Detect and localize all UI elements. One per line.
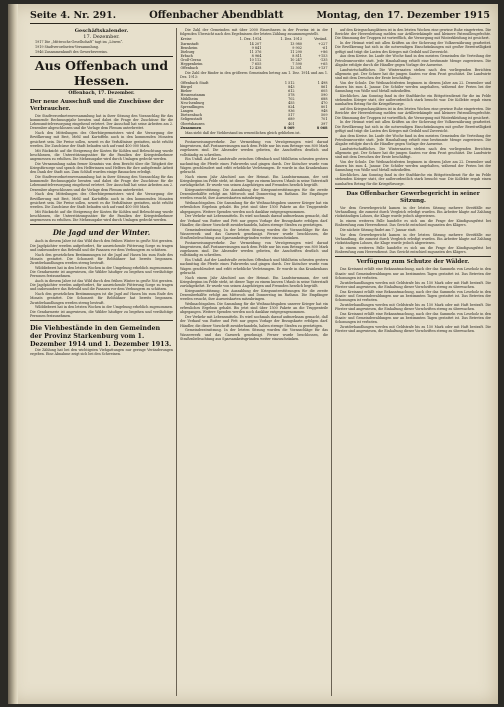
table-cell: 12 438	[249, 66, 262, 71]
article-paragraph: Das Kreisamt erläßt eine Bekanntmachung, nach der das Sammeln von Leseholz in den Staats- und Gemeindewaldungen nur an bestimmten Tagen gestattet ist. Das Betreten der Schonungen ist verboten.	[335, 267, 491, 280]
table-cell: Mühlheim	[180, 96, 198, 101]
table-cell: Langen	[180, 109, 194, 114]
table-cell: 936	[288, 109, 295, 114]
notice-line: 1946 Zusammenkunft des Gewerbevereins.	[35, 49, 108, 54]
notice-date: 17. Dezember.	[83, 34, 120, 40]
table-cell: Erbach	[180, 53, 193, 58]
table-header: 1. Dez. 1914	[239, 37, 262, 42]
column-rule	[176, 28, 177, 696]
article-paragraph: Nach den gesetzlichen Bestimmungen ist die Jagd auf Hasen bis zum Ende des Monats gestattet. Die Schonzeit für Rebhühner hat bereits begonnen. Zuwiderhandlungen werden streng bestraft.	[30, 252, 173, 266]
table-cell: 14 207	[249, 41, 262, 46]
table-cell: Sprendlingen	[180, 105, 204, 110]
article-title: Der neue Ausschuß und die Zuschüsse der Verbraucher.	[30, 98, 164, 112]
table-cell: 578	[288, 92, 295, 97]
table-cell: Dietzenbach	[180, 113, 202, 118]
article-paragraph: In einem weiteren Falle handelte es sich um die Frage der Kündigungsfrist bei Einberufung zum Heeresdienst. Das Gericht entschied zugunsten des Klägers.	[335, 219, 491, 228]
table-cell: 612	[288, 88, 295, 93]
article-paragraph: Landwirtschaftliches. Die Wintersaaten stehen nach den vorliegenden Berichten allgemein gut. Der Schnee hat die jungen Saaten vor dem Frost geschützt. Die Landwirte sind mit dem Dreschen der Ernte beschäftigt.	[335, 67, 491, 81]
article-paragraph: Der Verkehr mit Lebensmitteln. Es wird nochmals darauf aufmerksam gemacht, daß der Verkauf von Butter und Fett nur gegen Vorlage der Bezugskarte erfolgen darf. Händler, die dieser Vorschrift zuwiderhandeln, haben strenge Strafen zu gewärtigen.	[180, 214, 328, 227]
article-paragraph: Aus dem Kreise. Im Laufe der Woche fand in den meisten Gemeinden die Verteilung der Petroleumvorräte statt. Jede Haushaltung erhielt eine bestimmte Menge zugewiesen. Die Abgabe erfolgte durch die Händler gegen Vorlage der Ausweise.	[335, 54, 491, 67]
article-paragraph: Ein Unfall. Auf der Landstraße zwischen Offenbach und Mühlheim scheuten gestern nachmittag die Pferde eines Fuhrwerks und gingen durch. Der Kutscher wurde vom Wagen geschleudert und erlitt erhebliche Verletzungen. Er wurde in das Krankenhaus gebracht.	[180, 258, 328, 275]
article-body	[30, 348, 173, 356]
table-cell: 801	[321, 105, 328, 110]
article-body	[180, 140, 328, 341]
table-cell: 7 655	[251, 61, 262, 66]
article-paragraph: Die Stadtverordnetenversammlung hat in ihrer Sitzung den Voranschlag für das kommende Rechnungsjahr beraten und dabei die Frage der Zuschüsse für die Lebensmittelversorgung eingehend erörtert. Der Ausschuß hat seine Arbeiten am 2. Dezember abgeschlossen und die Vorlage dem Plenum unterbreitet.	[30, 113, 173, 131]
article-body	[180, 131, 328, 135]
table-cell: Heppenheim	[180, 61, 203, 66]
table-cell: 509	[321, 113, 328, 118]
article-title: Die Viehbestände in den Gemeinden der Provinz Starkenburg vom 1. Dezember 1914 und 1. Dezember 1913.	[30, 324, 172, 349]
table-cell: 13 980	[290, 41, 302, 46]
article-paragraph: Vor dem Gewerbegericht kamen in der letzten Sitzung mehrere Streitfälle zur Verhandlung, die zumeist durch Vergleich erledigt wurden. Ein Arbeiter klagte auf Zahlung rückständigen Lohnes, die Klage wurde jedoch abgewiesen.	[335, 232, 491, 246]
article-paragraph: Nach den Mitteilungen des Oberbürgermeisters wird die Versorgung der Bevölkerung mit Brot, Mehl und Kartoffeln auch in den kommenden Monaten gesichert sein. Die Preise sollen, soweit es die Verhältnisse gestatten, nicht erhöht werden. Die Zuschüsse der Stadt belaufen sich auf rund 400 000 Mark.	[30, 131, 173, 148]
article-paragraph: Mit Rücksicht auf die Steigerung der Kosten für Kohlen und Beleuchtung wurde beschlossen, die Unterstützungssätze für die Familien der Kriegsteilnehmer angemessen zu erhöhen. Die Mehrausgabe wird durch Umlagen gedeckt werden.	[30, 209, 173, 223]
table-cell: Darmstadt	[180, 41, 199, 46]
table-cell: 701	[321, 117, 328, 122]
table-cell: -61	[322, 45, 328, 50]
article-paragraph: Die Zahl der Rinder in den größeren Gemeinden betrug am 1. Dez. 1914 und am 1. Dez. 1913:	[180, 71, 328, 80]
header-masthead: Offenbacher Abendblatt	[149, 10, 284, 21]
left-column	[30, 28, 173, 696]
article-paragraph: Die Stadtverordnetenversammlung hat in ihrer Sitzung den Voranschlag für das kommende Rechnungsjahr beraten und dabei die Frage der Zuschüsse für die Lebensmittelversorgung eingehend erörtert. Der Ausschuß hat seine Arbeiten am 2. Dezember abgeschlossen und die Vorlage dem Plenum unterbreitet.	[30, 175, 173, 192]
notice-heading: Geschäftskalender.	[74, 28, 129, 34]
article-title: Die Jagd und der Winter.	[52, 228, 151, 238]
table-header: 1. Dez. 1913	[280, 37, 302, 42]
article-paragraph: Die Zahl der Gemeinden mit über 2000 Einwohnern in der Provinz ist in der folgenden Übersicht nach den Ergebnissen der letzten Zählung zusammengestellt.	[180, 28, 328, 37]
article-paragraph: Mit Rücksicht auf die Steigerung der Kosten für Kohlen und Beleuchtung wurde beschlossen, die Unterstützungssätze für die Familien der Kriegsteilnehmer angemessen zu erhöhen. Die Mehrausgabe wird durch Umlagen gedeckt werden.	[30, 148, 173, 162]
table-cell: +137	[318, 66, 328, 71]
article-paragraph: Zuwiderhandlungen werden mit Geldstrafe bis zu 150 Mark oder mit Haft bestraft. Die Förster sind angewiesen, die Einhaltung dieser Vorschriften streng zu überwachen.	[335, 325, 491, 334]
table-cell: Offenbach	[180, 66, 199, 71]
table-cell: 8 069	[283, 125, 295, 130]
table-cell: 688	[321, 96, 328, 101]
table-cell: 517	[288, 113, 295, 118]
article-paragraph: Postanweisungsverkehr. Zur Vermeidung von Verzögerungen wird darauf hingewiesen, daß Postanweisungen nach dem Felde nur bis zum Betrage von 800 Mark zugelassen sind. Die Absender werden gebeten, die Anschriften deutlich und vollständig zu schreiben.	[180, 240, 328, 258]
table-cell: 10 112	[249, 57, 262, 62]
table-cell: 455	[288, 101, 295, 106]
article-paragraph: Gemeinderatssitzung. In der letzten Sitzung wurden die Voranschläge für das Wasserwerk und das Gaswerk genehmigt. Ferner wurde beschlossen, die Straßenbeleuchtung aus Sparsamkeitsgründen weiter einzuschränken.	[180, 227, 328, 240]
article-paragraph: In einem weiteren Falle handelte es sich um die Frage der Kündigungsfrist bei Einberufung zum Heeresdienst. Das Gericht entschied zugunsten des Klägers.	[335, 246, 491, 255]
newspaper-page	[8, 4, 498, 704]
table-cell: 824	[288, 105, 295, 110]
table-cell: +65	[320, 61, 328, 66]
stats-table-districts	[180, 37, 328, 70]
table-cell: Groß-Gerau	[180, 57, 201, 62]
table-cell: Bürgel	[180, 84, 193, 89]
divider	[180, 137, 328, 138]
table-cell: 1 512	[284, 80, 295, 85]
article-paragraph: Zuwiderhandlungen werden mit Geldstrafe bis zu 150 Mark oder mit Haft bestraft. Die Förster sind angewiesen, die Einhaltung dieser Vorschriften streng zu überwachen.	[335, 280, 491, 289]
table-cell: 8 068	[316, 125, 328, 130]
table-header: Kreise	[180, 37, 192, 42]
article-paragraph: Das Kreisamt erläßt eine Bekanntmachung, nach der das Sammeln von Leseholz in den Staats- und Gemeindewaldungen nur an bestimmten Tagen gestattet ist. Das Betreten der Schonungen ist verboten.	[335, 311, 491, 325]
table-cell: 401	[288, 121, 295, 126]
article-paragraph: Landwirtschaftliches. Die Wintersaaten stehen nach den vorliegenden Berichten allgemein gut. Der Schnee hat die jungen Saaten vor dem Frost geschützt. Die Landwirte sind mit dem Dreschen der Ernte beschäftigt.	[335, 146, 491, 160]
table-cell: 8 964	[251, 53, 262, 58]
article-title: Das Offenbacher Gewerbegericht in seiner Sitzung.	[346, 190, 480, 204]
table-cell: Zusammen	[180, 125, 202, 130]
table-cell: +227	[318, 41, 328, 46]
article-paragraph: Von der Schule. Die Weihnachtsferien beginnen in diesem Jahre am 22. Dezember und dauern bis zum 4. Januar. Die Schüler werden angehalten, während der Ferien bei der Sammlung von Wolle und Metall mitzuhelfen.	[335, 80, 491, 94]
table-cell: 605	[321, 88, 328, 93]
table-note	[180, 71, 328, 79]
article-paragraph: In der Heimat wird mit allen Kräften an der Sicherung der Volksernährung gearbeitet. Die Bevölkerung hat sich in die notwendigen Einschränkungen mit großer Bereitwilligkeit gefügt und trägt die Lasten des Krieges mit Geduld und Zuversicht.	[335, 120, 491, 133]
table-cell: 397	[321, 121, 328, 126]
table-row-total	[180, 126, 328, 130]
article-paragraph: Gemeinderatssitzung. In der letzten Sitzung wurden die Voranschläge für das Wasserwerk und das Gaswerk genehmigt. Ferner wurde beschlossen, die Straßenbeleuchtung aus Sparsamkeitsgründen weiter einzuschränken.	[180, 328, 328, 341]
article-paragraph: Auch in diesem Jahre ist das Wild durch den frühen Winter in große Not geraten. Die Jagdpächter werden aufgefordert, für ausreichende Fütterung Sorge zu tragen und insbesondere das Rehwild und die Fasanen vor dem Verhungern zu schützen.	[30, 279, 173, 292]
article-paragraph: auf den Kriegsschauplätzen ist in den letzten Wochen eine gewisse Ruhe eingetreten. Die Berichte der Heeresleitung melden nur Artilleriekämpfe und kleinere Patrouillengefechte. Die Stimmung der Truppen ist vortrefflich, die Versorgung mit Winterkleidung ist gesichert.	[335, 107, 491, 120]
table-cell: 948	[321, 109, 328, 114]
section-heading: Aus Offenbach und Hessen.	[30, 56, 173, 90]
article-body	[335, 267, 491, 333]
article-title: Verfügung zum Schutze der Wälder.	[356, 259, 470, 266]
article-paragraph: Der Verkehr mit Lebensmitteln. Es wird nochmals darauf aufmerksam gemacht, daß der Verkauf von Butter und Fett nur gegen Vorlage der Bezugskarte erfolgen darf. Händler, die dieser Vorschrift zuwiderhandeln, haben strenge Strafen zu gewärtigen.	[180, 315, 328, 328]
stats-table-towns	[180, 81, 328, 130]
article-paragraph: Auch in diesem Jahre ist das Wild durch den frühen Winter in große Not geraten. Die Jagdpächter werden aufgefordert, für ausreichende Fütterung Sorge zu tragen und insbesondere das Rehwild und die Fasanen vor dem Verhungern zu schützen.	[30, 239, 173, 252]
article-paragraph: Aus dem Kreise. Im Laufe der Woche fand in den meisten Gemeinden die Verteilung der Petroleumvorräte statt. Jede Haushaltung erhielt eine bestimmte Menge zugewiesen. Die Abgabe erfolgte durch die Händler gegen Vorlage der Ausweise.	[335, 133, 491, 147]
notice-line: 1917 Die „Mittwochs-Gesellschaft“ tagt im „Löwen“.	[35, 40, 124, 44]
article-paragraph: Man sieht daß der Viehbestand im wesentlichen gleich geblieben ist.	[185, 130, 301, 135]
article-paragraph: Postanweisungsverkehr. Zur Vermeidung von Verzögerungen wird darauf hingewiesen, daß Postanweisungen nach dem Felde nur bis zum Betrage von 800 Mark zugelassen sind. Die Absender werden gebeten, die Anschriften deutlich und vollständig zu schreiben.	[180, 139, 328, 157]
table-cell: +86	[320, 49, 328, 54]
article-paragraph: Kirchliches. Am Sonntag fand in der Stadtkirche ein Bittgottesdienst für die im Felde stehenden Krieger statt, der außerordentlich stark besucht war. Die Kollekte ergab einen namhaften Betrag für die Kriegsfürsorge.	[335, 173, 491, 186]
article-paragraph: Wilddieberei hat in den letzten Wochen in der Umgebung erheblich zugenommen. Die Gendarmerie ist angewiesen, die Wälder häufiger zu begehen und verdächtige Personen festzunehmen.	[30, 305, 173, 318]
article-paragraph: Wilddieberei hat in den letzten Wochen in der Umgebung erheblich zugenommen. Die Gendarmerie ist angewiesen, die Wälder häufiger zu begehen und verdächtige Personen festzunehmen.	[30, 265, 173, 279]
article-paragraph: In der Heimat wird mit allen Kräften an der Sicherung der Volksernährung gearbeitet. Die Bevölkerung hat sich in die notwendigen Einschränkungen mit großer Bereitwilligkeit gefügt und trägt die Lasten des Krieges mit Geduld und Zuversicht.	[335, 41, 491, 54]
article-body	[30, 239, 173, 318]
article-paragraph: Nach einem Jahr Abschied aus der Heimat. Ein Landsturmmann, der seit Kriegsbeginn im Felde steht, ist dieser Tage zu einem kurzen Urlaub in seine Vaterstadt zurückgekehrt. Er wurde von seinen Angehörigen und Freunden herzlich begrüßt.	[180, 275, 328, 288]
column-rule	[331, 28, 332, 696]
article-paragraph: Kriegsunterstützung. Die Auszahlung der Kriegsunterstützungen für die zweite Dezemberhälfte erfolgt am Mittwoch und Donnerstag im Rathaus. Die Empfänger werden ersucht, ihre Ausweiskarten mitzubringen.	[180, 288, 328, 302]
table-cell: 470	[321, 101, 328, 106]
divider	[30, 320, 173, 321]
table-cell: Obertshausen	[180, 121, 205, 126]
table-cell: Dieburg	[180, 49, 195, 54]
article-paragraph: Nach den gesetzlichen Bestimmungen ist die Jagd auf Hasen bis zum Ende des Monats gestattet. Die Schonzeit für Rebhühner hat bereits begonnen. Zuwiderhandlungen werden streng bestraft.	[30, 292, 173, 305]
right-column	[335, 28, 491, 696]
table-cell: 12 301	[290, 66, 302, 71]
header-date: Montag, den 17. Dezember 1915	[316, 10, 490, 21]
table-cell: 590	[321, 92, 328, 97]
article-paragraph: Vor dem Gewerbegericht kamen in der letzten Sitzung mehrere Streitfälle zur Verhandlung, die zumeist durch Vergleich erledigt wurden. Ein Arbeiter klagte auf Zahlung rückständigen Lohnes, die Klage wurde jedoch abgewiesen.	[335, 205, 491, 219]
article-paragraph: Nach einem Jahr Abschied aus der Heimat. Ein Landsturmmann, der seit Kriegsbeginn im Felde steht, ist dieser Tage zu einem kurzen Urlaub in seine Vaterstadt zurückgekehrt. Er wurde von seinen Angehörigen und Freunden herzlich begrüßt.	[180, 174, 328, 188]
article-body	[335, 206, 491, 255]
header-page-number: Seite 4. Nr. 291.	[30, 10, 117, 21]
divider	[335, 256, 491, 257]
page-header	[30, 10, 490, 24]
table-cell: 861	[321, 84, 328, 89]
notice-line: 1919 Stadtverordneten-Versammlung.	[35, 44, 99, 49]
article-body	[335, 28, 491, 186]
divider	[335, 188, 491, 189]
article-paragraph: Die Versammlung nahm ferner Kenntnis von dem Bericht über die Tätigkeit der Kriegsfürsorge und sprach den Helferinnen und Helfern für ihre aufopfernde Arbeit den Dank der Stadt aus. Zum Schluß wurden einige Bausachen erledigt.	[30, 161, 173, 175]
article-paragraph: Von der Schule. Die Weihnachtsferien beginnen in diesem Jahre am 22. Dezember und dauern bis zum 4. Januar. Die Schüler werden angehalten, während der Ferien bei der Sammlung von Wolle und Metall mitzuhelfen.	[335, 160, 491, 173]
table-cell: 11 290	[290, 49, 302, 54]
article-paragraph: Ein Unfall. Auf der Landstraße zwischen Offenbach und Mühlheim scheuten gestern nachmittag die Pferde eines Fuhrwerks und gingen durch. Der Kutscher wurde vom Wagen geschleudert und erlitt erhebliche Verletzungen. Er wurde in das Krankenhaus gebracht.	[180, 157, 328, 174]
article-paragraph: Kriegsunterstützung. Die Auszahlung der Kriegsunterstützungen für die zweite Dezemberhälfte erfolgt am Mittwoch und Donnerstag im Rathaus. Die Empfänger werden ersucht, ihre Ausweiskarten mitzubringen.	[180, 187, 328, 201]
table-row	[180, 66, 328, 70]
article-paragraph: auf den Kriegsschauplätzen ist in den letzten Wochen eine gewisse Ruhe eingetreten. Die Berichte der Heeresleitung melden nur Artilleriekämpfe und kleinere Patrouillengefechte. Die Stimmung der Truppen ist vortrefflich, die Versorgung mit Winterkleidung ist gesichert.	[335, 28, 491, 41]
table-cell: 1 498	[317, 80, 328, 85]
middle-column	[180, 28, 328, 696]
table-cell: Bensheim	[180, 45, 198, 50]
table-cell: Seligenstadt	[180, 117, 203, 122]
page-spine	[8, 4, 18, 704]
article-paragraph: Das Kreisamt erläßt eine Bekanntmachung, nach der das Sammeln von Leseholz in den Staats- und Gemeindewaldungen nur an bestimmten Tagen gestattet ist. Das Betreten der Schonungen ist verboten.	[335, 289, 491, 303]
table-header: Veränd.	[314, 37, 328, 42]
table-cell: 8 811	[292, 53, 302, 58]
table-cell: 10 247	[290, 57, 302, 62]
table-cell: 843	[288, 84, 295, 89]
article-paragraph: Zuwiderhandlungen werden mit Geldstrafe bis zu 150 Mark oder mit Haft bestraft. Die Förster sind angewiesen, die Einhaltung dieser Vorschriften streng zu überwachen.	[335, 302, 491, 312]
notice-list	[30, 40, 173, 54]
dateline: Offenbach, 17. Dezember.	[68, 90, 135, 96]
article-body	[180, 28, 328, 36]
table-cell: -135	[319, 57, 328, 62]
article-paragraph: Weihnachtsgaben. Die Sammlung für die Weihnachtsgaben unserer Krieger hat ein erfreuliches Ergebnis gehabt. Bis jetzt sind über 1500 Pakete an die Truppenteile abgegangen. Weitere Spenden werden noch dankbar entgegengenommen.	[180, 201, 328, 214]
table-cell: 689	[288, 117, 295, 122]
table-cell: 7 590	[292, 61, 302, 66]
article-body	[30, 114, 173, 223]
table-cell: Offenbach Stadt	[180, 80, 209, 85]
table-cell: +153	[318, 53, 328, 58]
table-cell: 702	[288, 96, 295, 101]
article-paragraph: Weihnachtsgaben. Die Sammlung für die Weihnachtsgaben unserer Krieger hat ein erfreuliches Ergebnis gehabt. Bis jetzt sind über 1500 Pakete an die Truppenteile abgegangen. Weitere Spenden werden noch dankbar entgegengenommen.	[180, 301, 328, 315]
article-paragraph: Nach den Mitteilungen des Oberbürgermeisters wird die Versorgung der Bevölkerung mit Brot, Mehl und Kartoffeln auch in den kommenden Monaten gesichert sein. Die Preise sollen, soweit es die Verhältnisse gestatten, nicht erhöht werden. Die Zuschüsse der Stadt belaufen sich auf rund 400 000 Mark.	[30, 192, 173, 210]
table-cell: Heusenstamm	[180, 92, 206, 97]
table-cell: 9 902	[292, 45, 302, 50]
table-cell: 9 841	[251, 45, 262, 50]
divider	[30, 224, 173, 225]
table-cell: Neu-Isenburg	[180, 101, 205, 106]
table-cell: 11 376	[249, 49, 262, 54]
table-cell: Bieber	[180, 88, 192, 93]
article-paragraph: Kirchliches. Am Sonntag fand in der Stadtkirche ein Bittgottesdienst für die im Felde stehenden Krieger statt, der außerordentlich stark besucht war. Die Kollekte ergab einen namhaften Betrag für die Kriegsfürsorge.	[335, 94, 491, 107]
article-paragraph: Die nächste Sitzung findet am 7. Januar statt.	[340, 228, 417, 233]
article-paragraph: Die Zählung hat bei den wichtigsten Viehgattungen nur geringe Veränderungen ergeben. Eine Abnahme zeigt sich bei den Schweinen.	[30, 348, 173, 357]
